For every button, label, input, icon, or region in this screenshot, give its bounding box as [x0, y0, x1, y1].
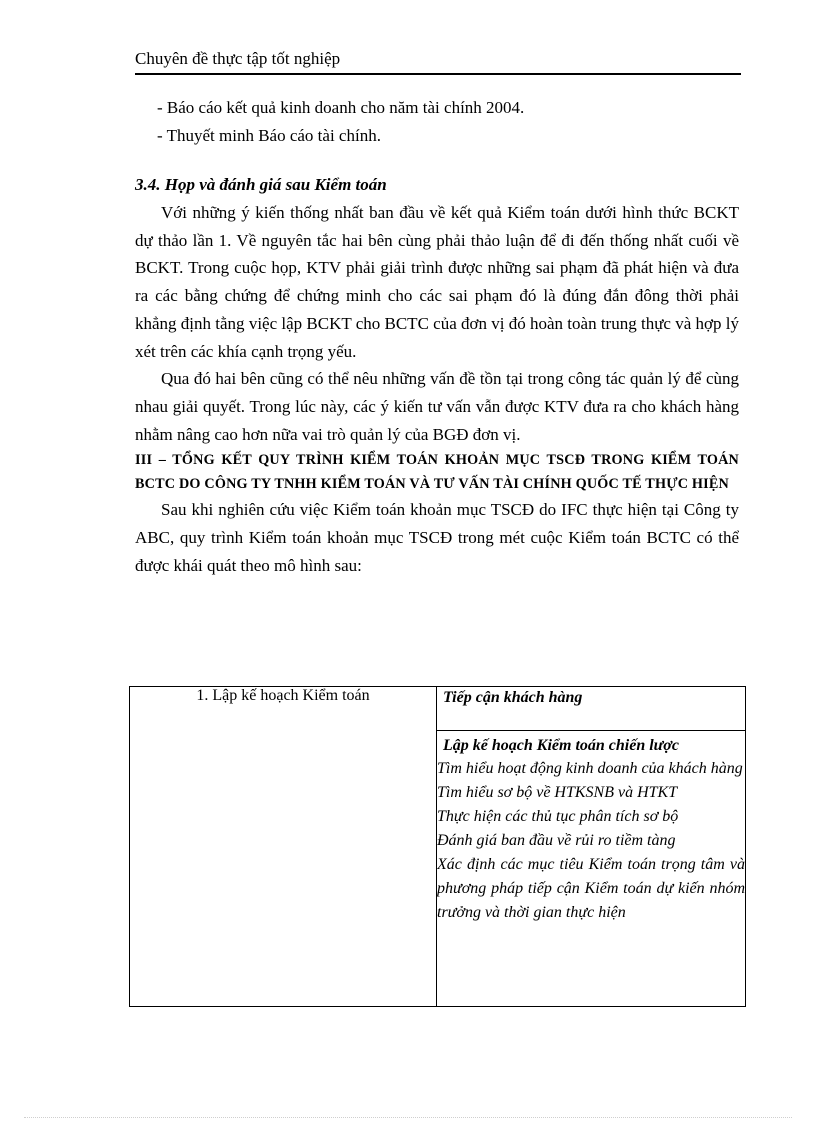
document-body	[135, 94, 739, 579]
table-right-top-cell	[437, 687, 746, 731]
plan-stage-label: 1. Lập kế hoạch Kiểm toán	[196, 687, 370, 704]
body-paragraph: Qua đó hai bên cũng có thể nêu những vấn đề tồn tại trong công tác quản lý để cùng nhau giải quyết. Trong lúc này, các ý kiến tư vấn vẫn được KTV đưa ra cho khách hàng nhằm nâng cao hơn nữa vai trò quản lý của BGĐ đơn vị.	[135, 369, 739, 444]
header-title: Chuyên đề thực tập tốt nghiệp	[135, 49, 341, 68]
section-title: 3.4. Họp và đánh giá sau Kiểm toán	[135, 175, 387, 194]
audit-plan-table	[129, 686, 746, 1007]
plan-item: Xác định các mục tiêu Kiểm toán trọng tâm và phương pháp tiếp cận Kiểm toán dự kiến nhóm trưởng và thời gian thực hiện	[437, 856, 745, 921]
plan-item: Tìm hiểu hoạt động kinh doanh của khách hàng	[437, 760, 743, 777]
bullet-item: - Báo cáo kết quả kinh doanh cho năm tài chính 2004.	[157, 98, 525, 117]
intro-paragraph: Sau khi nghiên cứu việc Kiểm toán khoản mục TSCĐ do IFC thực hiện tại Công ty ABC, quy trình Kiểm toán khoản mục TSCĐ trong mét cuộc Kiểm toán BCTC có thể được khái quát theo mô hình sau:	[135, 500, 739, 575]
summary-heading: III – TỔNG KẾT QUY TRÌNH KIỂM TOÁN KHOẢN MỤC TSCĐ TRONG KIỂM TOÁN BCTC DO CÔNG TY TNHH KIỂM TOÁN VÀ TƯ VẤN TÀI CHÍNH QUỐC TẾ THỰC HIỆN	[135, 452, 739, 493]
table-left-cell	[130, 687, 437, 1007]
client-approach-heading: Tiếp cận khách hàng	[443, 689, 583, 706]
page-bottom-divider	[24, 1117, 792, 1118]
plan-item: Thực hiện các thủ tục phân tích sơ bộ	[437, 808, 679, 825]
page-header	[135, 47, 741, 75]
plan-item: Tìm hiểu sơ bộ về HTKSNB và HTKT	[437, 784, 678, 801]
body-paragraph: Với những ý kiến thống nhất ban đầu về kết quả Kiểm toán dưới hình thức BCKT dự thảo lần 1. Về nguyên tắc hai bên cùng phải thảo luận để đi đến thống nhất cuối về BCKT. Trong cuộc họp, KTV phải giải trình được những sai phạm đã phát hiện và đưa ra các bằng chứng để chứng minh cho các sai phạm đó là đúng đắn đông thời phải khẳng định tằng việc lập BCKT cho BCTC của đơn vị đó hoàn toàn trung thực và hợp lý xét trên các khía cạnh trọng yếu.	[135, 203, 739, 361]
strategic-plan-heading: Lập kế hoạch Kiểm toán chiến lược	[443, 737, 679, 754]
table-right-bottom-cell	[437, 731, 746, 1007]
plan-item: Đánh giá ban đầu về rủi ro tiềm tàng	[437, 832, 676, 849]
bullet-item: - Thuyết minh Báo cáo tài chính.	[157, 126, 381, 145]
